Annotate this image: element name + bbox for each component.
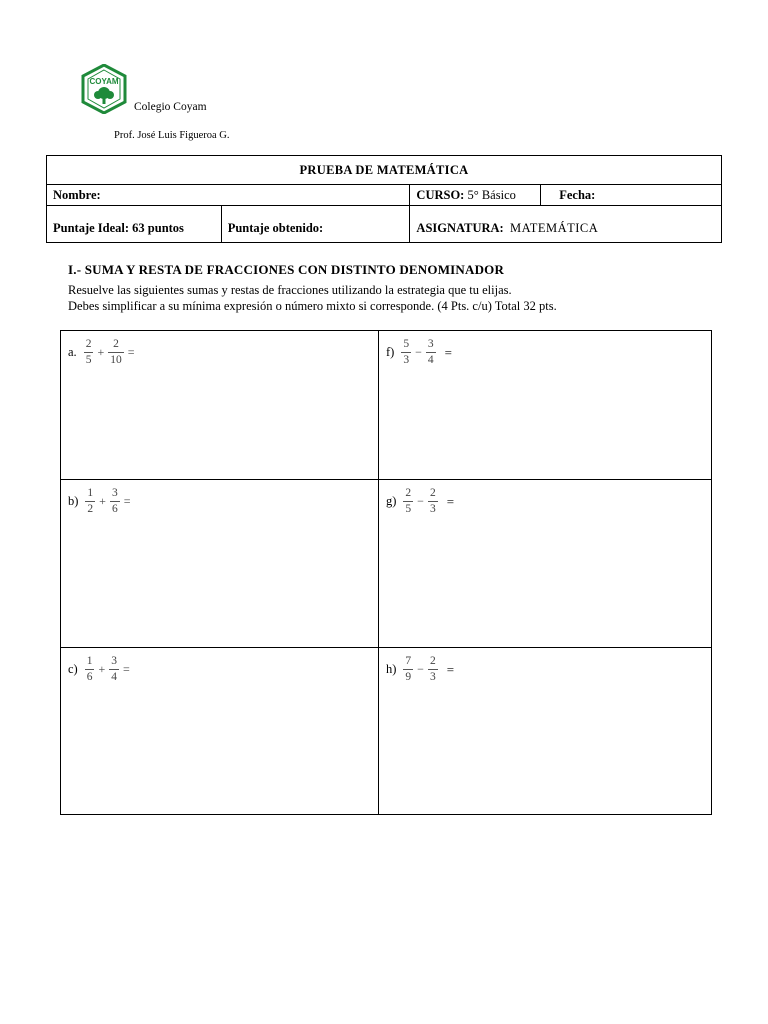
- exercise-label: g): [386, 494, 397, 508]
- denominator: 10: [110, 354, 122, 366]
- fraction: [428, 655, 438, 684]
- nombre-label: Nombre:: [53, 187, 101, 202]
- asignatura-cell: [410, 206, 722, 243]
- numerator: 5: [403, 338, 410, 350]
- operator: +: [99, 494, 106, 508]
- fraction: [110, 487, 120, 516]
- denominator: 3: [429, 503, 436, 515]
- denominator: 5: [85, 354, 92, 366]
- instruction-line-1: Resuelve las siguientes sumas y restas de fracciones utilizando la estrategia que tu elijas.: [68, 283, 512, 297]
- numerator: 3: [427, 338, 434, 350]
- fraction: [108, 338, 124, 367]
- numerator: 2: [429, 655, 436, 667]
- equals-sign: =: [446, 661, 455, 677]
- operator: +: [97, 345, 105, 359]
- numerator: 1: [86, 655, 93, 667]
- exercise-g-cell[interactable]: [379, 480, 712, 648]
- fraction: [84, 338, 94, 367]
- exercise-label: h): [386, 662, 397, 676]
- exercise-c: [61, 648, 378, 684]
- numerator: 2: [405, 487, 412, 499]
- exercise-h-cell[interactable]: [379, 648, 712, 815]
- nombre-field[interactable]: [47, 185, 410, 206]
- fraction: [109, 655, 119, 684]
- fecha-label: Fecha:: [559, 187, 596, 202]
- fraction: [403, 655, 413, 684]
- curso-cell: [410, 185, 541, 206]
- exercise-h: [379, 648, 711, 684]
- puntaje-ideal-cell: [47, 206, 222, 243]
- puntaje-obtenido-field[interactable]: [221, 206, 410, 243]
- school-name: Colegio Coyam: [134, 101, 207, 113]
- denominator: 4: [111, 671, 117, 683]
- svg-text:COYAM: COYAM: [89, 77, 119, 86]
- asignatura-value: MATEMÁTICA: [509, 220, 599, 235]
- denominator: 5: [405, 503, 412, 515]
- section-title: I.- SUMA Y RESTA DE FRACCIONES CON DISTINTO DENOMINADOR: [68, 262, 505, 277]
- puntaje-obtenido-label: Puntaje obtenido:: [227, 220, 324, 235]
- professor-name: Prof. José Luis Figueroa G.: [114, 130, 230, 141]
- numerator: 7: [405, 655, 412, 667]
- exercise-b: [61, 480, 378, 516]
- fecha-field[interactable]: [541, 185, 722, 206]
- exercise-f-cell[interactable]: [379, 331, 712, 480]
- fraction: [85, 655, 95, 684]
- puntaje-ideal-label: Puntaje Ideal: 63 puntos: [53, 220, 184, 235]
- curso-label: CURSO:: [416, 187, 465, 202]
- exercise-c-cell[interactable]: [61, 648, 379, 815]
- fraction: [428, 487, 438, 516]
- denominator: 2: [87, 503, 94, 515]
- exercise-label: f): [386, 345, 395, 359]
- equals-sign: =: [446, 493, 455, 509]
- school-logo: [78, 64, 130, 114]
- fraction: [401, 338, 411, 367]
- numerator: 2: [113, 338, 119, 350]
- denominator: 3: [429, 671, 436, 683]
- operator: −: [417, 662, 424, 676]
- exercise-b-cell[interactable]: [61, 480, 379, 648]
- denominator: 3: [403, 354, 410, 366]
- info-table: [46, 155, 722, 243]
- exercise-grid: [60, 330, 712, 815]
- numerator: 3: [111, 487, 118, 499]
- exercise-f: [379, 331, 711, 367]
- asignatura-label: ASIGNATURA:: [416, 220, 504, 235]
- fraction: [85, 487, 95, 516]
- equals-sign: =: [123, 662, 130, 676]
- equals-sign: =: [127, 345, 135, 359]
- numerator: 2: [429, 487, 436, 499]
- equals-sign: =: [123, 494, 131, 508]
- denominator: 9: [405, 671, 412, 683]
- exercise-label: c): [68, 662, 78, 676]
- exercise-label: b): [68, 494, 79, 508]
- fraction: [403, 487, 413, 516]
- exercise-a-cell[interactable]: [61, 331, 379, 480]
- curso-value: 5° Básico: [467, 187, 516, 202]
- instruction-line-2: Debes simplificar a su mínima expresión o número mixto si corresponde. (4 Pts. c/u) Total 32 pts.: [68, 299, 557, 313]
- fraction: [426, 338, 436, 367]
- equals-sign: =: [444, 344, 452, 360]
- denominator: 6: [86, 671, 93, 683]
- denominator: 6: [111, 503, 118, 515]
- numerator: 1: [87, 487, 94, 499]
- operator: −: [415, 345, 422, 359]
- operator: +: [98, 662, 106, 676]
- exercise-a: [61, 331, 378, 367]
- exercise-label: a.: [68, 345, 77, 359]
- numerator: 2: [85, 338, 92, 350]
- denominator: 4: [427, 354, 434, 366]
- test-title: PRUEBA DE MATEMÁTICA: [47, 156, 722, 185]
- exercise-g: [379, 480, 711, 516]
- numerator: 3: [111, 655, 117, 667]
- operator: −: [417, 494, 424, 508]
